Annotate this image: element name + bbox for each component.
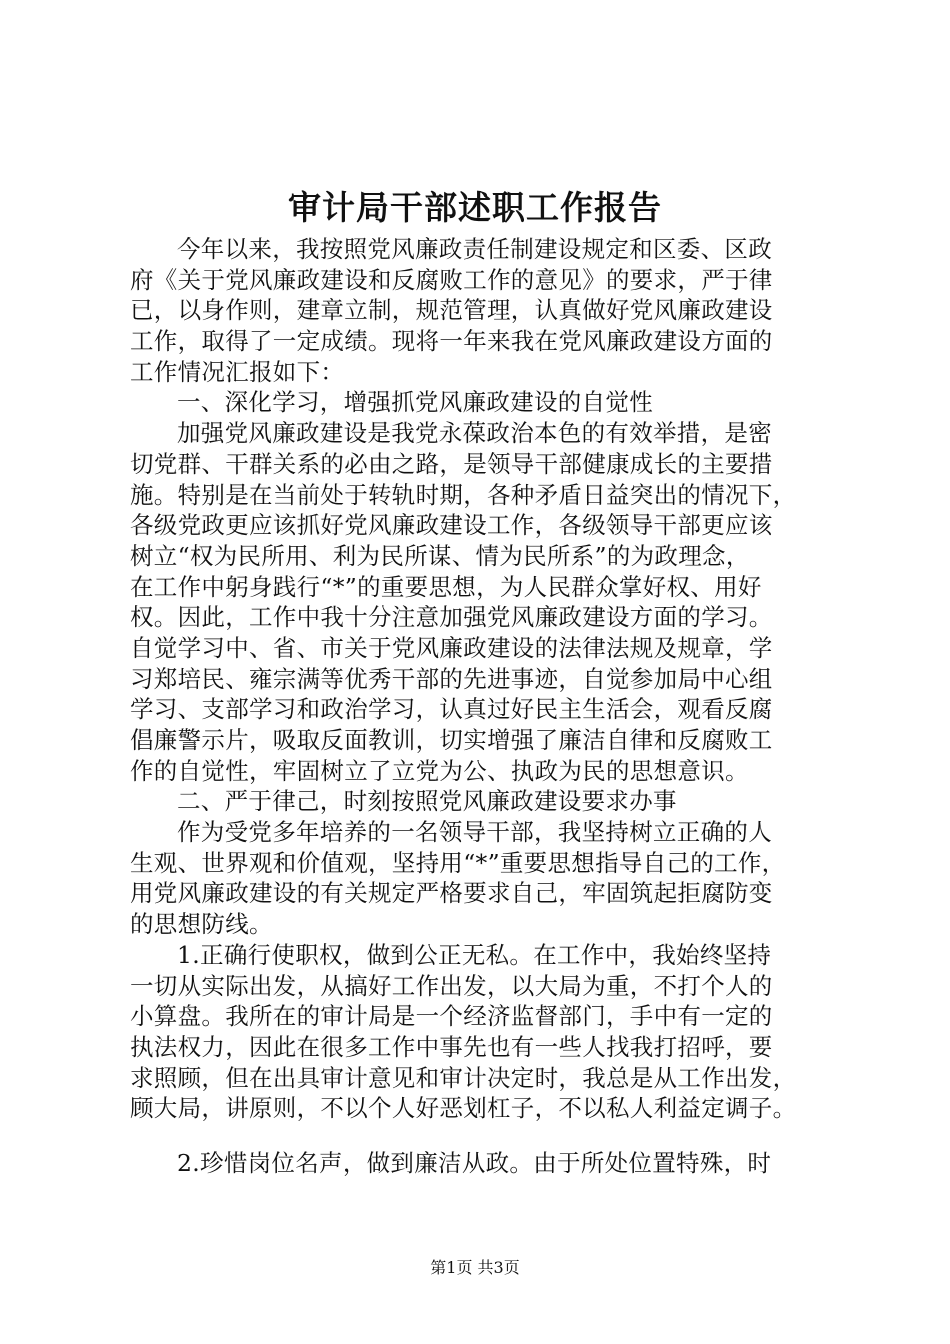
text-line: 切党群、干群关系的必由之路，是领导干部健康成长的主要措 bbox=[130, 449, 773, 478]
text-line: 权。因此，工作中我十分注意加强党风廉政建设方面的学习。 bbox=[130, 603, 773, 632]
text-line: 1.正确行使职权，做到公正无私。在工作中，我始终坚持 bbox=[177, 940, 772, 969]
text-line: 二、严于律己，时刻按照党风廉政建设要求办事 bbox=[177, 787, 677, 816]
text-line: 顾大局，讲原则，不以个人好恶划杠子，不以私人利益定调子。 bbox=[130, 1094, 797, 1123]
page-footer: 第1页 共3页 bbox=[430, 1258, 520, 1277]
text-line: 求照顾，但在出具审计意见和审计决定时，我总是从工作出发， bbox=[130, 1063, 797, 1092]
text-line: 树立“权为民所用、利为民所谋、情为民所系”的为政理念， bbox=[130, 541, 750, 570]
text-line: 府《关于党风廉政建设和反腐败工作的意见》的要求，严于律 bbox=[130, 265, 773, 294]
text-line: 今年以来，我按照党风廉政责任制建设规定和区委、区政 bbox=[177, 235, 772, 263]
text-line: 工作情况汇报如下： bbox=[130, 357, 345, 386]
text-line: 作为受党多年培养的一名领导干部，我坚持树立正确的人 bbox=[177, 818, 772, 847]
text-line: 一、深化学习，增强抓党风廉政建设的自觉性 bbox=[177, 388, 653, 417]
text-line: 工作，取得了一定成绩。现将一年来我在党风廉政建设方面的 bbox=[130, 327, 773, 356]
text-line: 自觉学习中、省、市关于党风廉政建设的法律法规及规章，学 bbox=[130, 633, 773, 662]
text-line: 加强党风廉政建设是我党永葆政治本色的有效举措，是密 bbox=[177, 419, 772, 448]
text-line: 的思想防线。 bbox=[130, 910, 273, 939]
paragraph-gap bbox=[130, 1124, 832, 1148]
text-line: 在工作中躬身践行“*”的重要思想，为人民群众掌好权、用好 bbox=[130, 572, 762, 601]
text-line: 学习、支部学习和政治学习，认真过好民主生活会，观看反腐 bbox=[130, 695, 773, 724]
document-body bbox=[130, 234, 832, 1179]
text-line: 已，以身作则，建章立制，规范管理，认真做好党风廉政建设 bbox=[130, 296, 773, 325]
text-line: 一切从实际出发，从搞好工作出发，以大局为重，不打个人的 bbox=[130, 971, 773, 1000]
text-line: 生观、世界观和价值观，坚持用“*”重要思想指导自己的工作， bbox=[130, 848, 786, 877]
text-line: 习郑培民、雍宗满等优秀干部的先进事迹，自觉参加局中心组 bbox=[130, 664, 773, 693]
text-line: 执法权力，因此在很多工作中事先也有一些人找我打招呼，要 bbox=[130, 1032, 773, 1061]
text-line: 各级党政更应该抓好党风廉政建设工作，各级领导干部更应该 bbox=[130, 511, 773, 540]
text-line: 施。特别是在当前处于转轨时期，各种矛盾日益突出的情况下， bbox=[130, 480, 797, 509]
document-title: 审计局干部述职工作报告 bbox=[288, 188, 662, 227]
text-line: 作的自觉性，牢固树立了立党为公、执政为民的思想意识。 bbox=[130, 756, 749, 785]
text-line: 2.珍惜岗位名声，做到廉洁从政。由于所处位置特殊，时 bbox=[177, 1148, 772, 1177]
text-line: 用党风廉政建设的有关规定严格要求自己，牢固筑起拒腐防变 bbox=[130, 879, 773, 908]
text-line: 小算盘。我所在的审计局是一个经济监督部门，手中有一定的 bbox=[130, 1002, 773, 1031]
text-line: 倡廉警示片，吸取反面教训，切实增强了廉洁自律和反腐败工 bbox=[130, 726, 773, 754]
